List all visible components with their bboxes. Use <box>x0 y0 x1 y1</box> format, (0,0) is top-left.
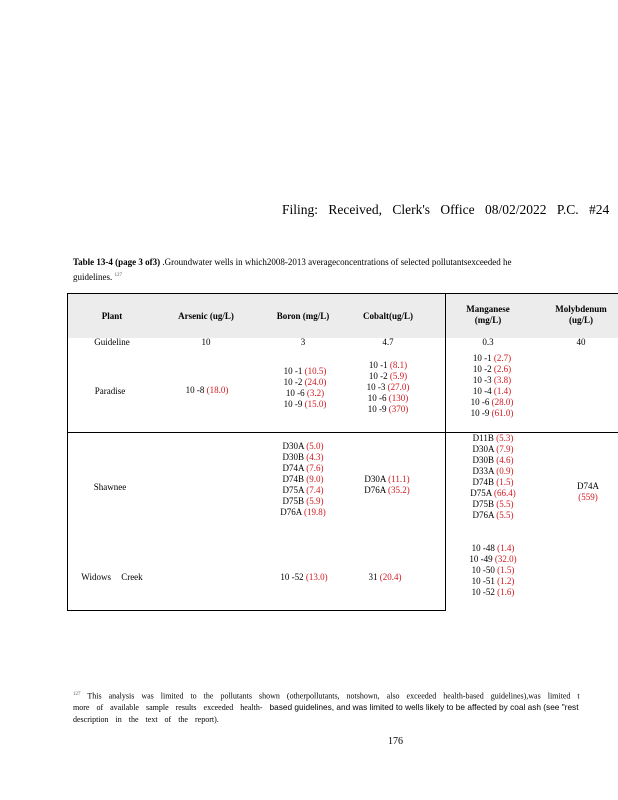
row-divider <box>67 432 618 433</box>
guideline-boron: 3 <box>300 337 306 347</box>
well-entry <box>471 353 514 364</box>
concentration-value: (5.3) <box>496 433 514 443</box>
plant-name-shawnee: Shawnee <box>93 482 127 492</box>
well-entry <box>471 375 514 386</box>
widows-creek-cobalt-cell <box>369 572 402 583</box>
concentration-value: (7.4) <box>306 485 324 495</box>
well-entry <box>280 572 327 583</box>
well-id: 10 -50 <box>471 565 498 575</box>
concentration-value: (4.3) <box>306 452 324 462</box>
well-entry <box>367 360 410 371</box>
guideline-molybdenum: 40 <box>576 337 586 347</box>
well-entry <box>470 466 516 477</box>
plant-name-widows-creek: Widows Creek <box>81 572 143 582</box>
well-entry <box>367 393 410 404</box>
shawnee-cobalt-cell <box>364 474 410 496</box>
well-id: D74A <box>577 481 599 491</box>
well-id: D30A <box>364 474 389 484</box>
concentration-value: (5.0) <box>306 441 324 451</box>
table-bottom-border <box>67 610 446 611</box>
paradise-boron-cell <box>284 366 327 410</box>
header-boron: Boron (mg/L) <box>276 311 330 321</box>
well-id: D11B <box>472 433 497 443</box>
guideline-cobalt: 4.7 <box>382 337 394 347</box>
well-entry <box>280 441 326 452</box>
well-id: D75A <box>470 488 495 498</box>
well-entry <box>470 433 516 444</box>
concentration-value: (1.4) <box>493 386 512 396</box>
caption-text-2: guidelines. <box>73 272 113 282</box>
well-id: D30B <box>472 455 497 465</box>
well-entry <box>469 576 516 587</box>
header-arsenic: Arsenic (ug/L) <box>178 311 234 321</box>
well-id: D74A <box>282 463 307 473</box>
well-entry <box>471 364 514 375</box>
widows-creek-manganese-cell <box>469 543 516 598</box>
concentration-value: (1.5) <box>497 565 515 575</box>
concentration-value: (559) <box>578 492 598 502</box>
filing-stamp: Filing: Received, Clerk's Office 08/02/2022 P.C. #24 <box>282 202 610 217</box>
well-entry <box>367 382 410 393</box>
header-plant: Plant <box>101 311 123 321</box>
well-id: 10 -49 <box>469 554 495 564</box>
guideline-label: Guideline <box>94 337 130 347</box>
well-id: 10 -6 <box>367 393 389 403</box>
well-entry <box>573 481 603 503</box>
manganese-column-divider <box>445 293 446 611</box>
well-id: D75B <box>282 496 307 506</box>
well-id: 10 -9 <box>470 408 492 418</box>
well-entry <box>284 366 327 377</box>
concentration-value: (20.4) <box>379 572 402 582</box>
well-entry <box>470 477 516 488</box>
paradise-cobalt-cell <box>367 360 410 415</box>
concentration-value: (66.4) <box>494 488 516 498</box>
well-id: 10 -52 <box>280 572 306 582</box>
concentration-value: (1.4) <box>497 543 515 553</box>
well-entry <box>364 485 410 496</box>
well-entry <box>470 455 516 466</box>
well-id: D74B <box>282 474 307 484</box>
well-id: 10 -48 <box>471 543 498 553</box>
well-id: 10 -52 <box>471 587 498 597</box>
well-id: 10 -3 <box>366 382 388 392</box>
concentration-value: (35.2) <box>388 485 410 495</box>
well-id: D74B <box>472 477 497 487</box>
well-id: D30B <box>282 452 307 462</box>
paradise-manganese-cell <box>471 353 514 419</box>
well-entry <box>280 452 326 463</box>
concentration-value: (15.0) <box>304 399 327 409</box>
page-number: 176 <box>388 736 403 747</box>
well-id: 31 <box>368 572 380 582</box>
widows-creek-boron-cell <box>280 572 327 583</box>
concentration-value: (19.8) <box>304 507 326 517</box>
shawnee-boron-cell <box>280 441 326 518</box>
concentration-value: (7.6) <box>306 463 324 473</box>
well-entry <box>280 474 326 485</box>
well-entry <box>284 388 327 399</box>
well-entry <box>367 404 410 415</box>
concentration-value: (3.2) <box>306 388 325 398</box>
well-entry <box>284 399 327 410</box>
table-left-border <box>67 293 68 611</box>
well-id: 10 -51 <box>471 576 498 586</box>
well-entry <box>470 488 516 499</box>
well-id: D76A <box>364 485 389 495</box>
groundwater-table <box>67 293 618 611</box>
well-id: 10 -8 <box>185 385 207 395</box>
caption-label: Table 13-4 (page 3 of3) <box>73 257 161 267</box>
concentration-value: (18.0) <box>206 385 229 395</box>
concentration-value: (1.2) <box>497 576 515 586</box>
table-top-border <box>67 293 618 294</box>
well-entry <box>369 572 402 583</box>
well-entry <box>469 587 516 598</box>
well-id: 10 -9 <box>283 399 305 409</box>
well-id: D76A <box>280 507 305 517</box>
well-id: 10 -6 <box>285 388 307 398</box>
concentration-value: (130) <box>388 393 409 403</box>
concentration-value: (2.6) <box>493 364 512 374</box>
concentration-value: (5.5) <box>496 510 514 520</box>
well-entry <box>469 543 516 554</box>
concentration-value: (5.9) <box>389 371 408 381</box>
well-entry <box>470 444 516 455</box>
well-id: 10 -4 <box>472 386 494 396</box>
well-id: 10 -2 <box>368 371 390 381</box>
well-entry <box>469 554 516 565</box>
well-id: 10 -2 <box>283 377 305 387</box>
footnote-part-4: description in the text of the report). <box>73 714 219 724</box>
header-molybdenum: Molybdenum (ug/L) <box>555 304 607 325</box>
well-entry <box>364 474 410 485</box>
header-manganese: Manganese (mg/L) <box>466 304 510 325</box>
concentration-value: (0.9) <box>496 466 514 476</box>
well-entry <box>367 371 410 382</box>
well-entry <box>471 397 514 408</box>
well-entry <box>280 496 326 507</box>
shawnee-molybdenum-cell <box>573 481 603 503</box>
footnote-part-2: more of available sample results exceeded health- <box>73 703 263 713</box>
well-entry <box>280 463 326 474</box>
well-entry <box>471 408 514 419</box>
concentration-value: (2.7) <box>493 353 512 363</box>
well-id: 10 -2 <box>472 364 494 374</box>
well-id: 10 -1 <box>472 353 494 363</box>
footnote-part-3: based guidelines, and was limited to wells likely to be affected by coal ash (see "rest <box>269 702 579 713</box>
concentration-value: (1.5) <box>496 477 514 487</box>
well-id: D75A <box>282 485 307 495</box>
concentration-value: (24.0) <box>304 377 327 387</box>
concentration-value: (9.0) <box>306 474 324 484</box>
well-id: D75B <box>472 499 497 509</box>
concentration-value: (10.5) <box>304 366 327 376</box>
footnote-part-1: This analysis was limited to the pollutants shown (otherpollutants, notshown, also exceeded health-based guidelines),was limited t <box>80 691 580 701</box>
caption-footnote-ref: 127 <box>114 273 122 278</box>
concentration-value: (370) <box>388 404 409 414</box>
footnote-ref: 127 <box>73 692 81 697</box>
footnote <box>73 689 618 725</box>
well-id: D30A <box>282 441 307 451</box>
concentration-value: (1.6) <box>497 587 515 597</box>
well-id: D76A <box>472 510 497 520</box>
concentration-value: (8.1) <box>389 360 408 370</box>
well-entry <box>280 507 326 518</box>
concentration-value: (5.9) <box>306 496 324 506</box>
shawnee-manganese-cell <box>470 433 516 521</box>
well-id: 10 -9 <box>367 404 389 414</box>
concentration-value: (27.0) <box>387 382 410 392</box>
header-background <box>68 294 618 338</box>
well-entry <box>186 385 229 396</box>
table-caption <box>73 256 618 284</box>
concentration-value: (5.5) <box>496 499 514 509</box>
guideline-arsenic: 10 <box>201 337 211 347</box>
concentration-value: (61.0) <box>491 408 514 418</box>
concentration-value: (11.1) <box>388 474 410 484</box>
well-id: 10 -1 <box>283 366 305 376</box>
plant-name-paradise: Paradise <box>94 386 126 396</box>
header-cobalt: Cobalt(ug/L) <box>362 311 414 321</box>
well-id: 10 -1 <box>368 360 390 370</box>
well-entry <box>469 565 516 576</box>
well-entry <box>471 386 514 397</box>
well-entry <box>470 510 516 521</box>
concentration-value: (7.9) <box>496 444 514 454</box>
well-id: 10 -6 <box>470 397 492 407</box>
guideline-manganese: 0.3 <box>482 337 494 347</box>
concentration-value: (3.8) <box>493 375 512 385</box>
well-entry <box>284 377 327 388</box>
caption-text: .Groundwater wells in which2008-2013 averageconcentrations of selected pollutantsexceeded he <box>160 257 512 267</box>
concentration-value: (13.0) <box>305 572 328 582</box>
well-id: D33A <box>472 466 497 476</box>
well-id: 10 -3 <box>472 375 494 385</box>
concentration-value: (28.0) <box>491 397 514 407</box>
well-entry <box>470 499 516 510</box>
well-id: D30A <box>472 444 497 454</box>
paradise-arsenic-cell <box>186 385 229 396</box>
concentration-value: (4.6) <box>496 455 514 465</box>
well-entry <box>280 485 326 496</box>
concentration-value: (32.0) <box>494 554 517 564</box>
